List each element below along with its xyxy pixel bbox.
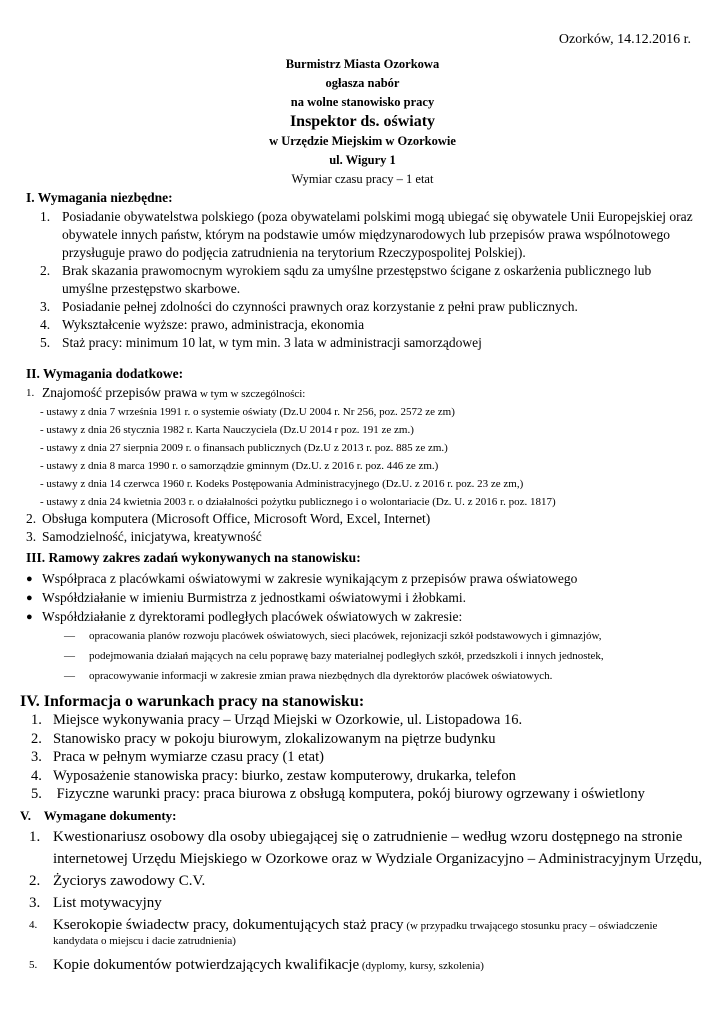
required-item-1-line-3: przysługuje prawo do podjęcia zatrudnienia na terytorium Rzeczypospolitej Polskiej). bbox=[62, 245, 526, 260]
duty-subitem-3: opracowywanie informacji w zakresie zmian prawa niezbędnych dla dyrektorów placówek oświatowych. bbox=[89, 670, 553, 682]
section-required-title: I. Wymagania niezbędne: bbox=[26, 190, 173, 205]
law-item: - ustawy z dnia 8 marca 1990 r. o samorządzie gminnym (Dz.U. z 2016 r. poz. 446 ze zm.) bbox=[40, 460, 439, 472]
document-item-5-number: 5. bbox=[29, 959, 38, 971]
required-item-3-number: 3. bbox=[40, 299, 51, 314]
required-item-1-line-1: Posiadanie obywatelstwa polskiego (poza obywatelami polskimi mogą ubiegać się obywatele Unii Europejskiej oraz bbox=[62, 209, 693, 224]
additional-item-3-text: Samodzielność, inicjatywa, kreatywność bbox=[42, 529, 262, 544]
document-item-3-text: List motywacyjny bbox=[53, 895, 162, 911]
duty-bullet-2: Współdziałanie w imieniu Burmistrza z jednostkami oświatowymi i żłobkami. bbox=[42, 590, 467, 605]
condition-item-4-number: 4. bbox=[31, 767, 42, 784]
document-item-5-main: Kopie dokumentów potwierdzających kwalifikacje bbox=[53, 957, 360, 973]
bullet-icon: ● bbox=[26, 592, 33, 604]
document-item-4-main: Kserokopie świadectw pracy, dokumentujących staż pracy bbox=[53, 917, 404, 933]
additional-item-2-number: 2. bbox=[26, 511, 37, 526]
document-item-2-number: 2. bbox=[29, 873, 41, 889]
header-announces: ogłasza nabór bbox=[325, 76, 400, 90]
section-documents-title: V. Wymagane dokumenty: bbox=[20, 808, 177, 823]
document-item-1-line-2: internetowej Urzędu Miejskiego w Ozorkowe oraz w Wydziale Organizacyjno – Administracyjnym Urzędu, bbox=[53, 851, 703, 867]
section-conditions-title: IV. Informacja o warunkach pracy na stanowisku: bbox=[20, 693, 365, 710]
header-office: w Urzędzie Miejskim w Ozorkowie bbox=[269, 134, 456, 148]
dash-icon: — bbox=[64, 630, 75, 642]
additional-item-1 bbox=[42, 384, 305, 403]
law-list bbox=[40, 403, 556, 511]
condition-item-1-text: Miejsce wykonywania pracy – Urząd Miejski w Ozorkowie, ul. Listopadowa 16. bbox=[53, 712, 523, 728]
required-item-4-number: 4. bbox=[40, 317, 51, 332]
law-item: - ustawy z dnia 26 stycznia 1982 r. Karta Nauczyciela (Dz.U 2014 r poz. 191 ze zm.) bbox=[40, 424, 414, 436]
additional-item-3-number: 3. bbox=[26, 529, 37, 544]
document-item-3-number: 3. bbox=[29, 895, 41, 911]
condition-item-2-text: Stanowisko pracy w pokoju biurowym, zlokalizowanym na piętrze budynku bbox=[53, 730, 496, 747]
header-position-title: Inspektor ds. oświaty bbox=[289, 113, 436, 130]
additional-item-1-number: 1. bbox=[26, 387, 35, 399]
bullet-icon: ● bbox=[26, 573, 33, 585]
law-item: - ustawy z dnia 7 września 1991 r. o systemie oświaty (Dz.U 2004 r. Nr 256, poz. 2572 ze zm) bbox=[40, 406, 455, 418]
law-item: - ustawy z dnia 24 kwietnia 2003 r. o działalności pożytku publicznego i o wolontariacie (Dz. U. z 2016 r. poz. 1817) bbox=[40, 496, 556, 508]
condition-item-5-number: 5. bbox=[31, 786, 42, 802]
required-item-3-text: Posiadanie pełnej zdolności do czynności prawnych oraz korzystanie z pełni praw publicznych. bbox=[62, 299, 578, 314]
condition-item-4-text: Wyposażenie stanowiska pracy: biurko, zestaw komputerowy, drukarka, telefon bbox=[53, 767, 516, 784]
dash-icon: — bbox=[64, 670, 75, 682]
dash-icon: — bbox=[64, 650, 75, 662]
required-item-1-number: 1. bbox=[40, 209, 51, 224]
law-item: - ustawy z dnia 27 sierpnia 2009 r. o finansach publicznych (Dz.U z 2013 r. poz. 885 ze zm.) bbox=[40, 442, 448, 454]
law-item: - ustawy z dnia 14 czerwca 1960 r. Kodeks Postępowania Administracyjnego (Dz.U. z 2016 r. poz. 23 ze zm,) bbox=[40, 478, 524, 490]
required-item-5-number: 5. bbox=[40, 335, 51, 350]
duty-subitem-1: opracowania planów rozwoju placówek oświatowych, sieci placówek, rejonizacji szkół podstawowych i gimnazjów, bbox=[89, 630, 602, 642]
required-item-4-text: Wykształcenie wyższe: prawo, administracja, ekonomia bbox=[62, 317, 365, 332]
condition-item-2-number: 2. bbox=[31, 730, 42, 747]
document-item-5-note: (dyplomy, kursy, szkolenia) bbox=[359, 960, 484, 972]
header-worktime: Wymiar czasu pracy – 1 etat bbox=[291, 172, 434, 186]
header-issuer: Burmistrz Miasta Ozorkowa bbox=[285, 57, 440, 71]
header-address: ul. Wigury 1 bbox=[329, 153, 396, 167]
required-item-2-line-2: umyślne przestępstwo skarbowe. bbox=[62, 281, 241, 296]
duty-bullet-3: Współdziałanie z dyrektorami podległych placówek oświatowych w zakresie: bbox=[42, 609, 463, 624]
required-item-1-line-2: obywatele innych państw, którym na podstawie umów międzynarodowych lub przepisów prawa wspólnotowego bbox=[62, 227, 670, 242]
document-item-4-note: (w przypadku trwającego stosunku pracy – oświadczenie bbox=[403, 920, 658, 932]
document-item-4-number: 4. bbox=[29, 919, 38, 931]
section-additional-title: II. Wymagania dodatkowe: bbox=[26, 366, 184, 381]
condition-item-3-number: 3. bbox=[31, 749, 42, 765]
duty-bullet-1: Współpraca z placówkami oświatowymi w zakresie wynikającym z przepisów prawa oświatowego bbox=[42, 571, 578, 586]
additional-item-1-suffix: w tym w szczególności: bbox=[197, 388, 306, 400]
required-item-5-text: Staż pracy: minimum 10 lat, w tym min. 3 lata w administracji samorządowej bbox=[62, 335, 482, 350]
additional-item-1-main: Znajomość przepisów prawa bbox=[42, 385, 198, 400]
condition-item-5-text: Fizyczne warunki pracy: praca biurowa z obsługą komputera, pokój biurowy ogrzewany i oświetlony bbox=[53, 786, 645, 802]
document-item-2-text: Życiorys zawodowy C.V. bbox=[53, 873, 206, 889]
required-item-2-line-1: Brak skazania prawomocnym wyrokiem sądu za umyślne przestępstwo ścigane z oskarżenia publicznego lub bbox=[62, 263, 652, 278]
section-duties-title: III. Ramowy zakres zadań wykonywanych na stanowisku: bbox=[26, 550, 361, 565]
document-item-1-line-1: Kwestionariusz osobowy dla osoby ubiegającej się o zatrudnienie – według wzoru dostępnego na stronie bbox=[53, 829, 683, 845]
document-item-4-note-line-2: kandydata o miejscu i dacie zatrudnienia) bbox=[53, 935, 236, 947]
document-date: Ozorków, 14.12.2016 r. bbox=[558, 32, 691, 47]
duty-subitem-2: podejmowania działań mających na celu poprawę bazy materialnej podległych szkół, przedszkoli i innych jednostek, bbox=[89, 650, 604, 662]
announcement-header bbox=[0, 55, 725, 189]
bullet-icon: ● bbox=[26, 611, 33, 623]
additional-item-2-text: Obsługa komputera (Microsoft Office, Microsoft Word, Excel, Internet) bbox=[42, 511, 431, 526]
condition-item-3-text: Praca w pełnym wymiarze czasu pracy (1 etat) bbox=[53, 749, 324, 765]
document-item-5 bbox=[53, 954, 484, 977]
condition-item-1-number: 1. bbox=[31, 712, 42, 728]
document-item-1-number: 1. bbox=[29, 829, 41, 845]
required-item-2-number: 2. bbox=[40, 263, 51, 278]
header-vacancy: na wolne stanowisko pracy bbox=[290, 95, 435, 109]
